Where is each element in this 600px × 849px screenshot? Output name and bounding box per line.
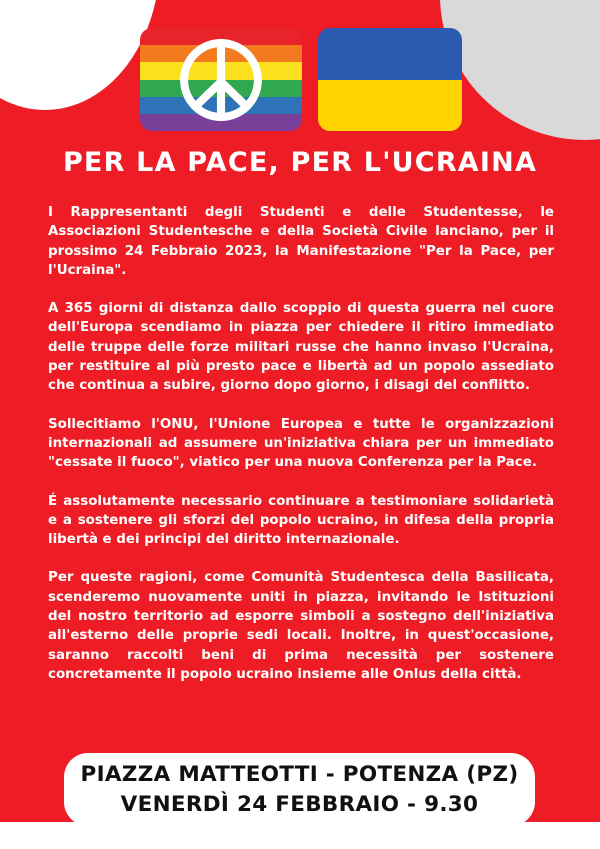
decorative-white-shape — [0, 0, 160, 110]
bottom-margin — [0, 822, 600, 849]
page-title: PER LA PACE, PER L'UCRAINA — [62, 147, 538, 178]
ukraine-flag-icon — [318, 28, 462, 131]
event-location: PIAZZA MATTEOTTI - POTENZA (PZ) — [80, 761, 519, 787]
paragraph-solidarity: É assolutamente necessario continuare a testimoniare solidarietà e a sostenere gli sforzi del popolo ucraino, in difesa della propria libertà e dei principi del diritto internazionale. — [48, 493, 554, 548]
body-text — [48, 203, 554, 703]
rainbow-peace-flag-icon — [140, 28, 302, 131]
paragraph-appeal: Sollecitiamo l'ONU, l'Unione Europea e tutte le organizzazioni internazionali ad assumere un'iniziativa chiara per un immediato "cessate il fuoco", viatico per una nuova Conferenza per la Pace. — [48, 416, 554, 471]
paragraph-call-to-action: Per queste ragioni, come Comunità Studentesca della Basilicata, scenderemo nuovamente uniti in piazza, invitando le Istituzioni del nostro territorio ad esporre simboli a sostegno dell'iniziativa all'esterno delle proprie sedi locali. Inoltre, in quest'occasione, saranno raccolti beni di prima necessità per sostenere concretamente il popolo ucraino insieme alle Onlus della città. — [48, 570, 554, 682]
decorative-grey-shape — [440, 0, 600, 140]
paragraph-intro: I Rappresentanti degli Studenti e delle Studentesse, le Associazioni Studentesche e della Società Civile lanciano, per il prossimo 24 Febbraio 2023, la Manifestazione "Per la Pace, per l'Ucraina". — [48, 205, 554, 278]
peace-symbol-icon — [176, 35, 266, 125]
event-info-box — [64, 753, 535, 826]
event-datetime: VENERDÌ 24 FEBBRAIO - 9.30 — [120, 791, 479, 817]
paragraph-anniversary: A 365 giorni di distanza dallo scoppio di questa guerra nel cuore dell'Europa scendiamo in piazza per chiedere il ritiro immediato delle truppe delle forze militari russe che hanno invaso l'Ucraina, per restituire al più presto pace e libertà ad un popolo assediato che continua a subire, giorno dopo giorno, i disagi del conflitto. — [48, 301, 554, 394]
